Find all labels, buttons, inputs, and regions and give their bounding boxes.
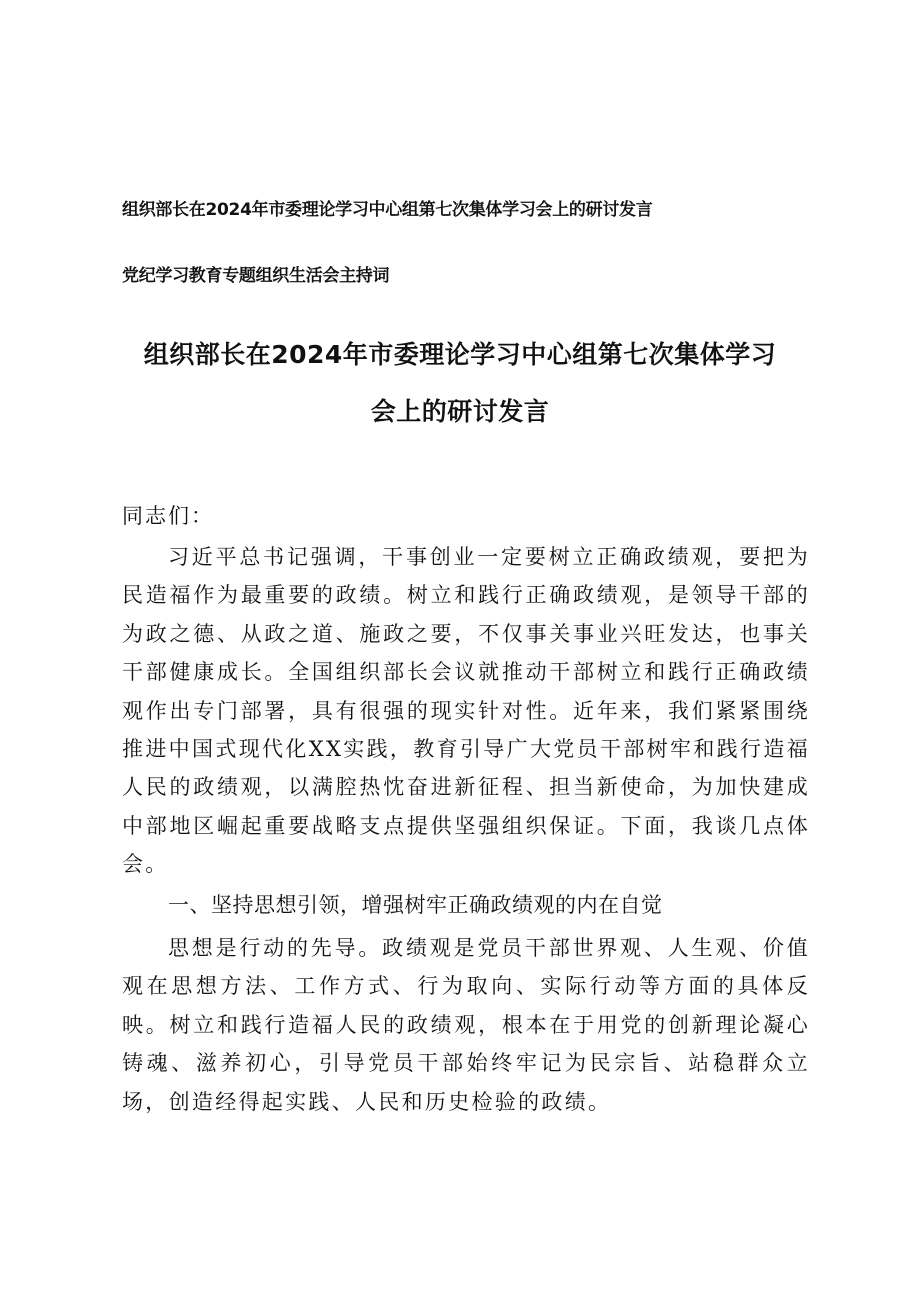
document-title-line-2: 会上的研讨发言 xyxy=(370,397,550,426)
salutation: 同志们： xyxy=(122,504,214,528)
toc-entry-speech: 组织部长在2024年市委理论学习中心组第七次集体学习会上的研讨发言 xyxy=(122,200,653,220)
toc-entry-host-script: 党纪学习教育专题组织生活会主持词 xyxy=(122,266,390,286)
section-heading-1: 一、坚持思想引领，增强树牢正确政绩观的内在自觉 xyxy=(168,893,663,917)
document-title-line-1: 组织部长在2024年市委理论学习中心组第七次集体学习 xyxy=(143,340,777,369)
body-paragraph-2: 思想是行动的先导。政绩观是党员干部世界观、人生观、价值观在思想方法、工作方式、行为取向、实际行动等方面的具体反映。树立和践行造福人民的政绩观，根本在于用党的创新理论凝心铸魂、滋养初心，引导党员干部始终牢记为民宗旨、站稳群众立场，创造经得起实践、人民和历史检验的政绩。 xyxy=(122,936,810,1114)
body-paragraph-1: 习近平总书记强调，干事创业一定要树立正确政绩观，要把为民造福作为最重要的政绩。树立和践行正确政绩观，是领导干部的为政之德、从政之道、施政之要，不仅事关事业兴旺发达，也事关干部健康成长。全国组织部长会议就推动干部树立和践行正确政绩观作出专门部署，具有很强的现实针对性。近年来，我们紧紧围绕推进中国式现代化XX实践，教育引导广大党员干部树牢和践行造福人民的政绩观，以满腔热忱奋进新征程、担当新使命，为加快建成中部地区崛起重要战略支点提供坚强组织保证。下面，我谈几点体会。 xyxy=(122,545,810,877)
